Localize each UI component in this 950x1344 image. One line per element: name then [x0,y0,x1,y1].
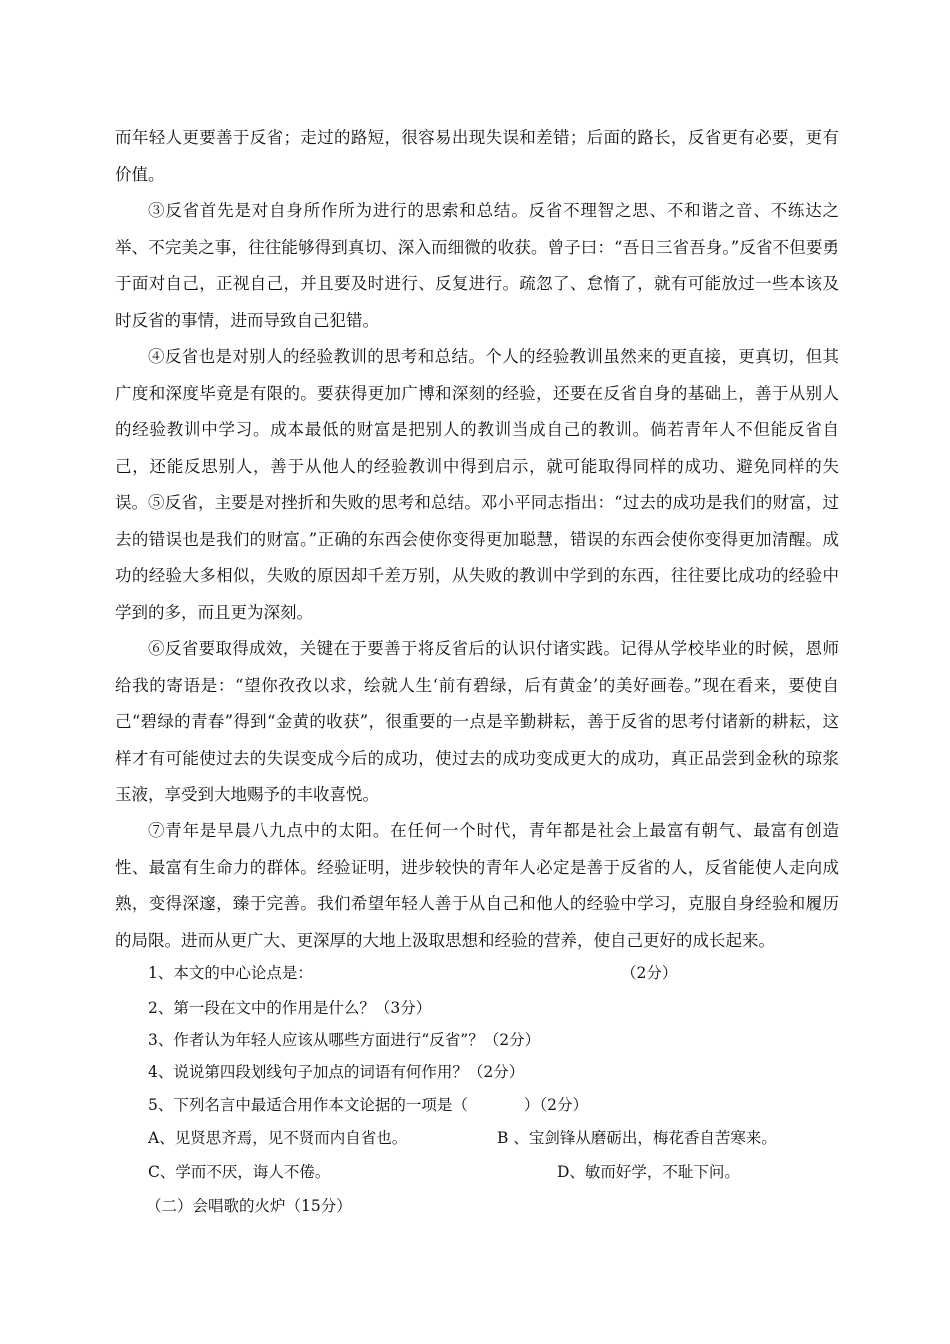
section-heading: （二）会唱歌的火炉（15分） [146,1197,352,1215]
option-a: A、见贤思齐焉，见不贤而内自省也。 [148,1129,408,1147]
question-2: 2、第一段在文中的作用是什么？（3分） [148,999,432,1017]
question-5 [148,1094,588,1116]
paragraph-3: ③反省首先是对自身所作所为进行的思索和总结。反省不理智之思、不和谐之音、不练达之举、不完美之事，往往能够得到真切、深入而细微的收获。曾子曰：“吾日三省吾身。”反省不但要勇于面对自己，正视自己，并且要及时进行、反复进行。疏忽了、怠惰了，就有可能放过一些本该及时反省的事情，进而导致自己犯错。 [115,201,839,330]
option-d: D、敏而好学，不耻下问。 [557,1163,740,1181]
paragraph-6: ⑥反省要取得成效，关键在于要善于将反省后的认识付诸实践。记得从学校毕业的时候，恩师给我的寄语是：“望你孜孜以求，绘就人生‘前有碧绿，后有黄金’的美好画卷。”现在看来，要使自己“碧绿的青春”得到“金黄的收获”，很重要的一点是辛勤耕耘，善于反省的思考付诸新的耕耘，这样才有可能使过去的失误变成今后的成功，使过去的成功变成更大的成功，真正品尝到金秋的琼浆玉液，享受到大地赐予的丰收喜悦。 [115,639,839,804]
question-5-score: ）（2分） [523,1096,588,1114]
paragraph-4: ④反省也是对别人的经验教训的思考和总结。个人的经验教训虽然来的更直接，更真切，但其广度和深度毕竟是有限的。要获得更加广博和深刻的经验，还要在反省自身的基础上，善于从别人的经验教训中学习。成本最低的财富是把别人的教训当成自己的教训。倘若青年人不但能反省自己，还能反思别人，善于从他人的经验教训中得到启示，就可能取得同样的成功、避免同样的失误。 [115,347,839,512]
paragraph-5: ⑤反省，主要是对挫折和失败的思考和总结。邓小平同志指出：“过去的成功是我们的财富，过去的错误也是我们的财富。”正确的东西会使你变得更加聪慧，错误的东西会使你变得更加清醒。成功的经验大多相似，失败的原因却千差万别，从失败的教训中学到的东西，往往要比成功的经验中学到的多，而且更为深刻。 [115,493,839,622]
question-1-score: （2分） [621,964,678,982]
paragraph-continuation: 而年轻人更要善于反省；走过的路短，很容易出现失误和差错；后面的路长，反省更有必要，更有价值。 [115,128,839,184]
question-1: 1、本文的中心论点是： [148,964,313,982]
question-4: 4、说说第四段划线句子加点的词语有何作用？（2分） [148,1063,525,1081]
question-3: 3、作者认为年轻人应该从哪些方面进行“反省”？（2分） [148,1031,541,1049]
option-b: B 、宝剑锋从磨砺出，梅花香自苦寒来。 [497,1129,777,1147]
option-c: C、学而不厌，诲人不倦。 [148,1163,331,1181]
paragraph-7: ⑦青年是早晨八九点中的太阳。在任何一个时代，青年都是社会上最富有朝气、最富有创造性、最富有生命力的群体。经验证明，进步较快的青年人必定是善于反省的人，反省能使人走向成熟，变得深邃，臻于完善。我们希望年轻人善于从自己和他人的经验中学习，克服自身经验和履历的局限。进而从更广大、更深厚的大地上汲取思想和经验的营养，使自己更好的成长起来。 [115,821,839,950]
question-5-text: 5、下列名言中最适合用作本文论据的一项是（ [148,1096,468,1114]
